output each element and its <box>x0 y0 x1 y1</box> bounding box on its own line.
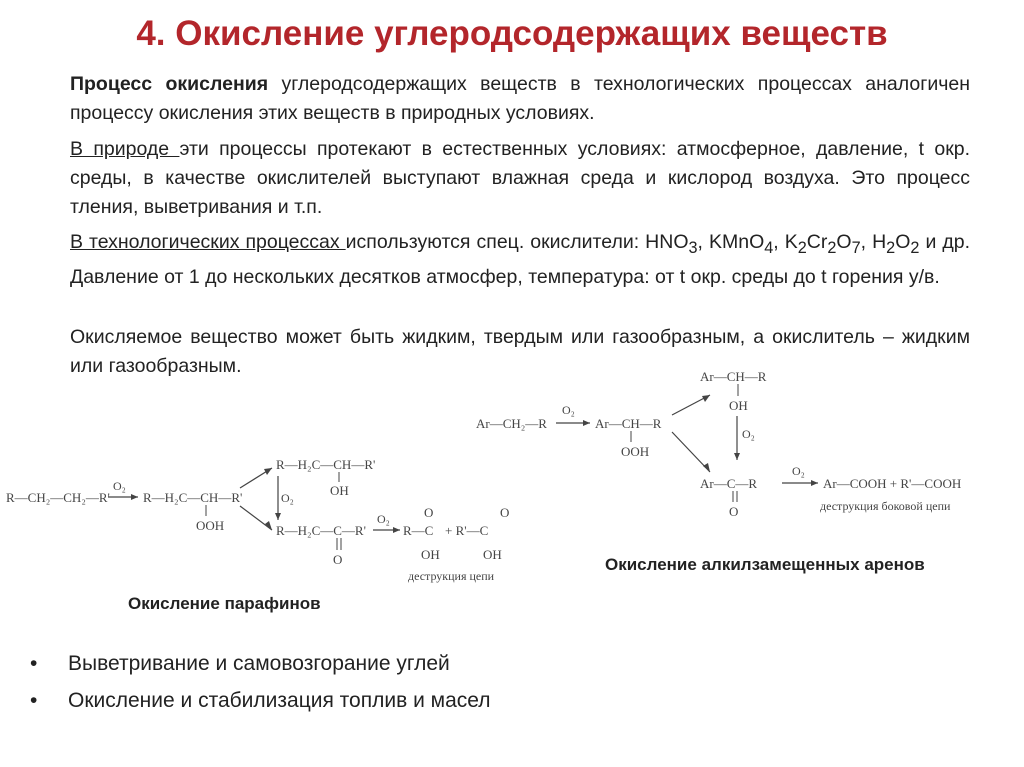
arene-o2-label-1: O₂ <box>562 403 575 417</box>
paraffin-caption: Окисление парафинов <box>128 594 321 613</box>
paragraph-text: эти процессы протекают в естественных условиях: атмосферное, давление, t окр. среды, в качестве окислителей выступают влажная среда и кислород воздуха. Это процесс тления, выветривания и т.п. <box>70 138 970 218</box>
paraffin-reactant: R—CH₂—CH₂—R' <box>6 490 110 505</box>
arene-ooh: OOH <box>621 444 650 459</box>
arene-caption: Окисление алкилзамещенных аренов <box>605 555 925 574</box>
list-item <box>30 652 930 689</box>
paraffin-ketone-o: O <box>333 552 343 567</box>
arene-o2-label-2: O₂ <box>742 427 755 441</box>
arene-alcohol: Ar—CH—R <box>700 369 767 384</box>
paraffin-acid-2: + R'—C <box>445 523 489 538</box>
slide-title: 4. Окисление углеродсодержащих веществ <box>136 14 888 53</box>
bold-lead: Процесс окисления <box>70 73 269 95</box>
paraffin-ooh: OOH <box>196 518 225 533</box>
paraffin-scheme <box>6 457 509 583</box>
paraffin-acid-2-o: O <box>500 505 510 520</box>
reaction-schemes <box>0 360 1024 620</box>
bullet-list <box>30 652 930 726</box>
paraffin-o2-label-2: O₂ <box>281 491 294 505</box>
paraffin-hydroperoxide: R—H₂C—CH—R' <box>143 490 243 505</box>
arene-products: Ar—COOH + R'—COOH <box>823 476 962 491</box>
paraffin-acid-1-oh: OH <box>421 547 440 562</box>
paraffin-o2-label-1: O₂ <box>113 479 126 493</box>
arene-hydroperoxide: Ar—CH—R <box>595 416 662 431</box>
list-item <box>30 689 930 726</box>
arene-ketone-o: O <box>729 504 739 519</box>
arene-ketone: Ar—C—R <box>700 476 758 491</box>
underlined-lead: В технологических процессах <box>70 231 346 253</box>
paraffin-arrow-down <box>240 506 272 530</box>
paraffin-alcohol: R—H₂C—CH—R' <box>276 457 376 472</box>
paraffin-acid-1: R—C <box>403 523 434 538</box>
paragraph-process <box>70 70 970 128</box>
paragraph-technological: В технологических процессах используются спец. окислители: $HNO_3$, KMnO$_4$, $K_2Cr_2O_7$, $H_2O_2$ и др. Давление от 1 до нескольких десятков атмосфер, температура: от t окр. среды до t горения у/в. <box>70 231 971 288</box>
paragraph-text: Окисляемое вещество может быть жидким, твердым или газообразным, а окислитель – жидким или газообразным. <box>70 326 970 377</box>
arene-reactant: Ar—CH₂—R <box>476 416 547 431</box>
paraffin-acid-1-o: O <box>424 505 434 520</box>
paraffin-ketone: R—H₂C—C—R' <box>276 523 366 538</box>
arene-o2-label-3: O₂ <box>792 464 805 478</box>
list-item-text: Выветривание и самовозгорание углей <box>68 652 450 675</box>
arene-destruction-label: деструкция боковой цепи <box>820 499 951 513</box>
paraffin-o2-label-3: O₂ <box>377 512 390 526</box>
bullet-icon: • <box>30 689 38 712</box>
paraffin-acid-2-oh: OH <box>483 547 502 562</box>
arene-oh: OH <box>729 398 748 413</box>
list-item-text: Окисление и стабилизация топлив и масел <box>68 689 491 712</box>
paragraph-text: углеродсодержащих веществ в технологических процессах аналогичен процессу окисления этих веществ в природных условиях. <box>70 73 970 124</box>
bullet-icon: • <box>30 652 38 675</box>
paraffin-oh: OH <box>330 483 349 498</box>
underlined-lead: В природе <box>70 138 180 160</box>
paragraph-nature <box>70 135 970 222</box>
paraffin-destruction-label: деструкция цепи <box>408 569 495 583</box>
